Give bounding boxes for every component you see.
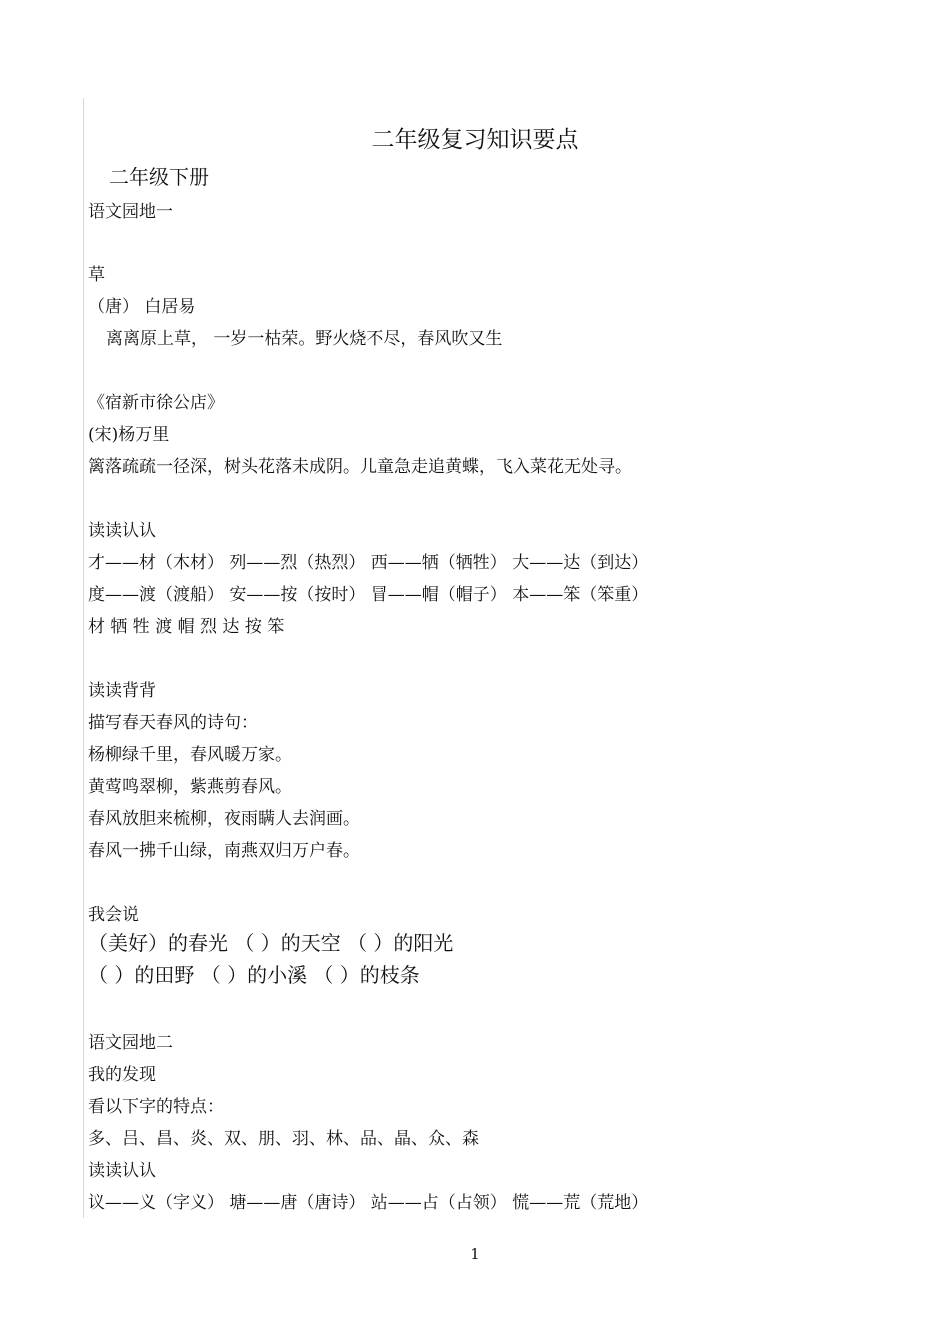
i-can-say-heading: 我会说 bbox=[88, 905, 139, 925]
poem-author-cao: （唐） 白居易 bbox=[88, 297, 196, 317]
poem-author-suxinshi: (宋)杨万里 bbox=[88, 425, 170, 445]
document-title: 二年级复习知识要点 bbox=[371, 127, 579, 153]
poem-text-cao: 离离原上草， 一岁一枯荣。野火烧不尽，春风吹又生 bbox=[106, 329, 503, 349]
unit-heading-1: 语文园地一 bbox=[88, 202, 173, 222]
char-pairs-row-2: 度——渡（渡船） 安——按（按时） 冒——帽（帽子） 本——笨（笨重） bbox=[88, 585, 649, 605]
fill-blank-row-1: （美好）的春光 （ ）的天空 （ ）的阳光 bbox=[88, 931, 454, 955]
poem-text-suxinshi: 篱落疏疏一径深，树头花落未成阴。儿童急走追黄蝶，飞入菜花无处寻。 bbox=[88, 457, 632, 477]
char-pairs-row-3: 议——义（字义） 塘——唐（唐诗） 站——占（占领） 慌——荒（荒地） bbox=[88, 1193, 649, 1213]
spring-poem-line-1: 杨柳绿千里，春风暖万家。 bbox=[88, 745, 292, 765]
my-discovery-heading: 我的发现 bbox=[88, 1065, 156, 1085]
read-recognize-heading-2: 读读认认 bbox=[88, 1161, 156, 1181]
poem-title-cao: 草 bbox=[88, 265, 105, 285]
spring-poem-line-2: 黄莺鸣翠柳，紫燕剪春风。 bbox=[88, 777, 292, 797]
spring-poems-intro: 描写春天春风的诗句： bbox=[88, 713, 258, 733]
page-number: 1 bbox=[470, 1245, 480, 1263]
unit-heading-2: 语文园地二 bbox=[88, 1033, 173, 1053]
fill-blank-row-2: （ ）的田野 （ ）的小溪 （ ）的枝条 bbox=[88, 963, 420, 987]
section-heading: 二年级下册 bbox=[109, 165, 209, 189]
char-feature-prompt: 看以下字的特点： bbox=[88, 1097, 224, 1117]
char-pairs-row-1: 才——材（木材） 列——烈（热烈） 西——牺（牺牲） 大——达（到达） bbox=[88, 553, 649, 573]
read-recognize-heading: 读读认认 bbox=[88, 521, 156, 541]
spring-poem-line-4: 春风一拂千山绿，南燕双归万户春。 bbox=[88, 841, 360, 861]
poem-title-suxinshi: 《宿新市徐公店》 bbox=[88, 393, 224, 413]
read-recite-heading: 读读背背 bbox=[88, 681, 156, 701]
page-margin-line bbox=[83, 98, 84, 1218]
char-list-row: 材 牺 牲 渡 帽 烈 达 按 笨 bbox=[88, 617, 285, 637]
spring-poem-line-3: 春风放胆来梳柳，夜雨瞒人去润画。 bbox=[88, 809, 360, 829]
char-feature-list: 多、吕、昌、炎、双、朋、羽、林、品、晶、众、森 bbox=[88, 1129, 479, 1149]
